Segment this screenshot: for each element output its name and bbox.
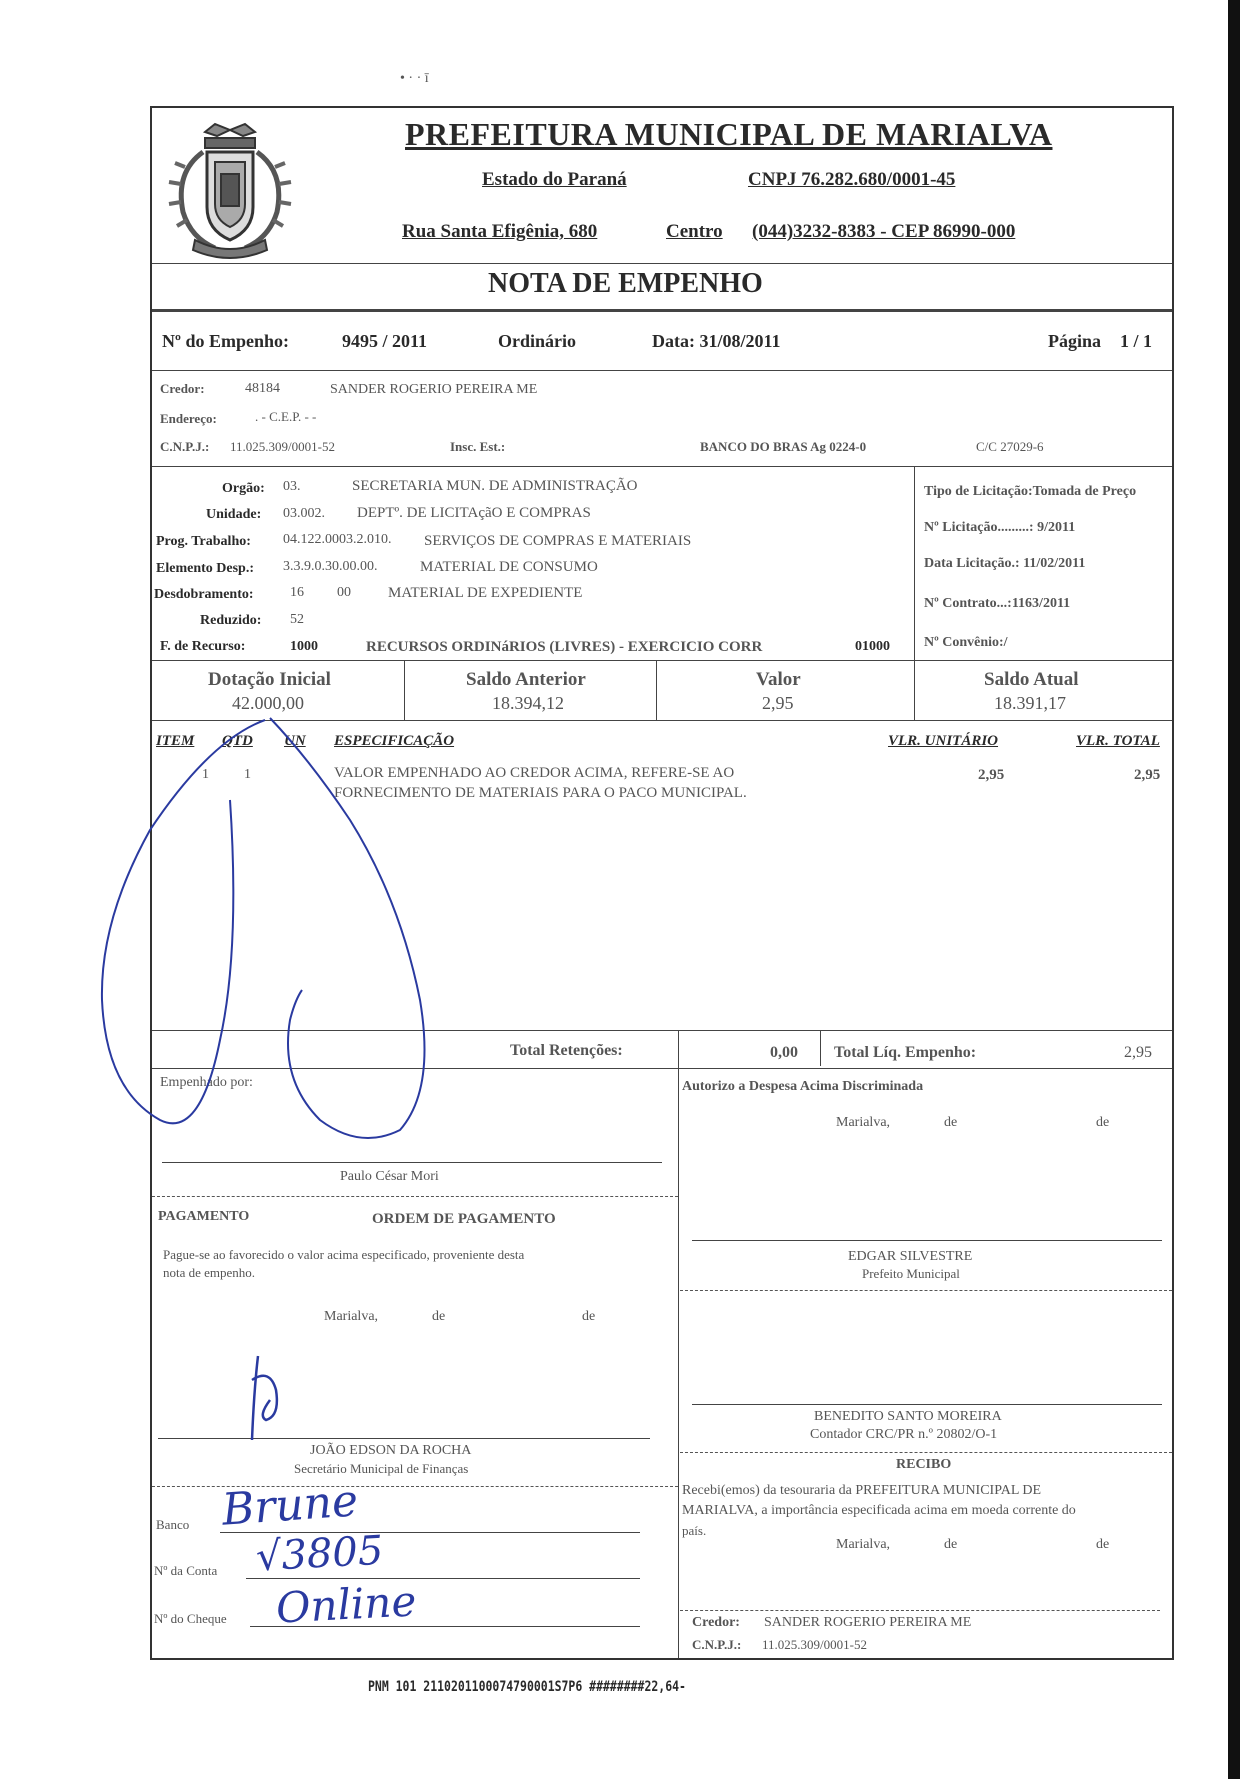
signature-flourish-icon bbox=[230, 1350, 310, 1450]
prog-code: 04.122.0003.2.010. bbox=[283, 532, 392, 547]
recibo-line3: país. bbox=[682, 1523, 707, 1538]
valor-label: Valor bbox=[756, 669, 801, 690]
empenho-number: 9495 / 2011 bbox=[342, 331, 428, 351]
recurso-name: RECURSOS ORDINáRIOS (LIVRES) - EXERCICIO CORR bbox=[366, 639, 763, 655]
creditor-cnpj-label: C.N.P.J.: bbox=[160, 439, 210, 454]
pagamento-de-1: de bbox=[432, 1309, 446, 1324]
orgao-label: Orgão: bbox=[222, 481, 265, 496]
creditor-account: C/C 27029-6 bbox=[976, 439, 1044, 454]
retencoes-value: 0,00 bbox=[770, 1044, 798, 1061]
liq-value: 2,95 bbox=[1124, 1044, 1152, 1061]
empenhado-name: Paulo César Mori bbox=[340, 1169, 439, 1184]
desdob-sub: 00 bbox=[337, 585, 351, 600]
recibo-line1: Recebi(emos) da tesouraria da PREFEITURA MUNICIPAL DE bbox=[682, 1483, 1042, 1498]
secretario-name: JOÃO EDSON DA ROCHA bbox=[310, 1443, 472, 1458]
scan-edge bbox=[1228, 0, 1240, 1779]
creditor-bank: BANCO DO BRAS Ag 0224-0 bbox=[700, 439, 867, 454]
creditor-name: SANDER ROGERIO PEREIRA ME bbox=[330, 382, 538, 397]
cheque-label: Nº do Cheque bbox=[154, 1611, 227, 1626]
creditor-cnpj: 11.025.309/0001-52 bbox=[230, 439, 335, 454]
coat-of-arms-icon bbox=[155, 112, 305, 262]
col-total: VLR. TOTAL bbox=[1076, 733, 1160, 749]
autorizo-city: Marialva, bbox=[836, 1115, 891, 1130]
pen-scribble-icon bbox=[90, 700, 470, 1140]
banco-handwritten: Brune bbox=[220, 1475, 360, 1536]
retencoes-label: Total Retenções: bbox=[510, 1042, 623, 1059]
elemento-label: Elemento Desp.: bbox=[156, 561, 254, 576]
elemento-name: MATERIAL DE CONSUMO bbox=[420, 559, 598, 575]
recibo-title: RECIBO bbox=[896, 1457, 952, 1472]
licitacao-convenio: Nº Convênio:/ bbox=[924, 635, 1008, 650]
recibo-de-2: de bbox=[1096, 1537, 1110, 1552]
creditor-address-label: Endereço: bbox=[160, 411, 217, 426]
row-qtd: 1 bbox=[244, 767, 251, 782]
contador-name: BENEDITO SANTO MOREIRA bbox=[814, 1409, 1002, 1424]
reduzido-label: Reduzido: bbox=[200, 613, 262, 628]
reduzido-value: 52 bbox=[290, 612, 304, 627]
creditor-code: 48184 bbox=[245, 381, 280, 396]
desdob-label: Desdobramento: bbox=[154, 587, 254, 602]
pagamento-text-2: nota de empenho. bbox=[163, 1265, 256, 1280]
doc-title: NOTA DE EMPENHO bbox=[488, 268, 763, 299]
licitacao-data: Data Licitação.: 11/02/2011 bbox=[924, 556, 1086, 571]
page-label: Página bbox=[1048, 331, 1102, 351]
elemento-code: 3.3.9.0.30.00.00. bbox=[283, 559, 378, 574]
valor-value: 2,95 bbox=[762, 693, 794, 713]
top-mark: • · · ī bbox=[400, 71, 429, 86]
prefeito-name: EDGAR SILVESTRE bbox=[848, 1249, 973, 1264]
recibo-cnpj-label: C.N.P.J.: bbox=[692, 1637, 742, 1652]
empenho-date: Data: 31/08/2011 bbox=[652, 331, 781, 351]
recibo-cnpj: 11.025.309/0001-52 bbox=[762, 1637, 867, 1652]
anterior-label: Saldo Anterior bbox=[466, 669, 586, 690]
header-state: Estado do Paraná bbox=[482, 169, 627, 190]
page-number: 1 / 1 bbox=[1120, 331, 1153, 351]
licitacao-tipo: Tipo de Licitação:Tomada de Preço bbox=[924, 484, 1137, 499]
pagamento-label: PAGAMENTO bbox=[158, 1209, 250, 1224]
row-unit: 2,95 bbox=[978, 767, 1005, 783]
recurso-num: 01000 bbox=[855, 639, 890, 654]
unidade-label: Unidade: bbox=[206, 507, 262, 522]
recurso-code: 1000 bbox=[290, 639, 318, 654]
insc-label: Insc. Est.: bbox=[450, 439, 506, 454]
licitacao-contrato: Nº Contrato...:1163/2011 bbox=[924, 596, 1071, 611]
header-phone-cep: (044)3232-8383 - CEP 86990-000 bbox=[752, 221, 1016, 242]
row-total: 2,95 bbox=[1134, 767, 1161, 783]
row-item: 1 bbox=[202, 767, 209, 782]
col-spec: ESPECIFICAÇÃO bbox=[334, 733, 455, 749]
creditor-label: Credor: bbox=[160, 381, 205, 396]
prefeito-title: Prefeito Municipal bbox=[862, 1266, 960, 1281]
conta-label: Nº da Conta bbox=[154, 1563, 218, 1578]
banco-label: Banco bbox=[156, 1517, 190, 1532]
col-un: UN bbox=[284, 733, 306, 749]
footer-code: PNM 101 2110201100074790001S7P6 ########22,64- bbox=[368, 1679, 686, 1695]
col-item: ITEM bbox=[156, 733, 195, 749]
liq-label: Total Líq. Empenho: bbox=[834, 1044, 977, 1061]
atual-value: 18.391,17 bbox=[994, 693, 1066, 713]
empenho-type: Ordinário bbox=[498, 331, 577, 351]
recibo-line2: MARIALVA, a importância especificada acima em moeda corrente do bbox=[682, 1503, 1076, 1518]
recibo-credor-label: Credor: bbox=[692, 1615, 740, 1630]
recibo-credor-name: SANDER ROGERIO PEREIRA ME bbox=[764, 1615, 972, 1630]
orgao-code: 03. bbox=[283, 479, 301, 494]
empenhado-label: Empenhado por: bbox=[160, 1075, 253, 1090]
unidade-code: 03.002. bbox=[283, 506, 325, 521]
licitacao-numero: Nº Licitação.........: 9/2011 bbox=[924, 520, 1076, 535]
col-unit: VLR. UNITÁRIO bbox=[888, 733, 999, 749]
empenho-number-label: Nº do Empenho: bbox=[162, 331, 289, 351]
orgao-name: SECRETARIA MUN. DE ADMINISTRAÇÃO bbox=[352, 478, 638, 494]
recurso-label: F. de Recurso: bbox=[160, 639, 246, 654]
recibo-city: Marialva, bbox=[836, 1537, 891, 1552]
prog-name: SERVIÇOS DE COMPRAS E MATERIAIS bbox=[424, 533, 692, 549]
contador-title: Contador CRC/PR n.º 20802/O-1 bbox=[810, 1427, 998, 1442]
unidade-name: DEPTº. DE LICITAçãO E COMPRAS bbox=[357, 505, 591, 521]
prog-label: Prog. Trabalho: bbox=[156, 534, 251, 549]
row-spec-line2: FORNECIMENTO DE MATERIAIS PARA O PACO MUNICIPAL. bbox=[334, 785, 747, 801]
ordem-title: ORDEM DE PAGAMENTO bbox=[372, 1211, 556, 1227]
col-qtd: QTD bbox=[222, 733, 253, 749]
desdob-name: MATERIAL DE EXPEDIENTE bbox=[388, 585, 583, 601]
header-address: Rua Santa Efigênia, 680 bbox=[402, 221, 598, 242]
creditor-address: . - C.E.P. - - bbox=[255, 409, 317, 424]
atual-label: Saldo Atual bbox=[984, 669, 1079, 690]
cheque-handwritten: Online bbox=[274, 1576, 418, 1633]
recibo-de-1: de bbox=[944, 1537, 958, 1552]
pagamento-text-1: Pague-se ao favorecido o valor acima especificado, proveniente desta bbox=[163, 1247, 525, 1262]
secretario-title: Secretário Municipal de Finanças bbox=[294, 1461, 469, 1476]
autorizo-de-2: de bbox=[1096, 1115, 1110, 1130]
pagamento-de-2: de bbox=[582, 1309, 596, 1324]
conta-handwritten: √3805 bbox=[254, 1527, 385, 1581]
header-title: PREFEITURA MUNICIPAL DE MARIALVA bbox=[405, 116, 1053, 152]
anterior-value: 18.394,12 bbox=[492, 693, 564, 713]
header-cnpj: CNPJ 76.282.680/0001-45 bbox=[748, 169, 956, 190]
pagamento-city: Marialva, bbox=[324, 1309, 379, 1324]
dotacao-value: 42.000,00 bbox=[232, 693, 304, 713]
row-spec-line1: VALOR EMPENHADO AO CREDOR ACIMA, REFERE-SE AO bbox=[334, 765, 735, 781]
autorizo-de-1: de bbox=[944, 1115, 958, 1130]
header-district: Centro bbox=[666, 221, 723, 242]
desdob-code: 16 bbox=[290, 585, 304, 600]
dotacao-label: Dotação Inicial bbox=[208, 669, 331, 690]
autorizo-text: Autorizo a Despesa Acima Discriminada bbox=[682, 1079, 924, 1094]
